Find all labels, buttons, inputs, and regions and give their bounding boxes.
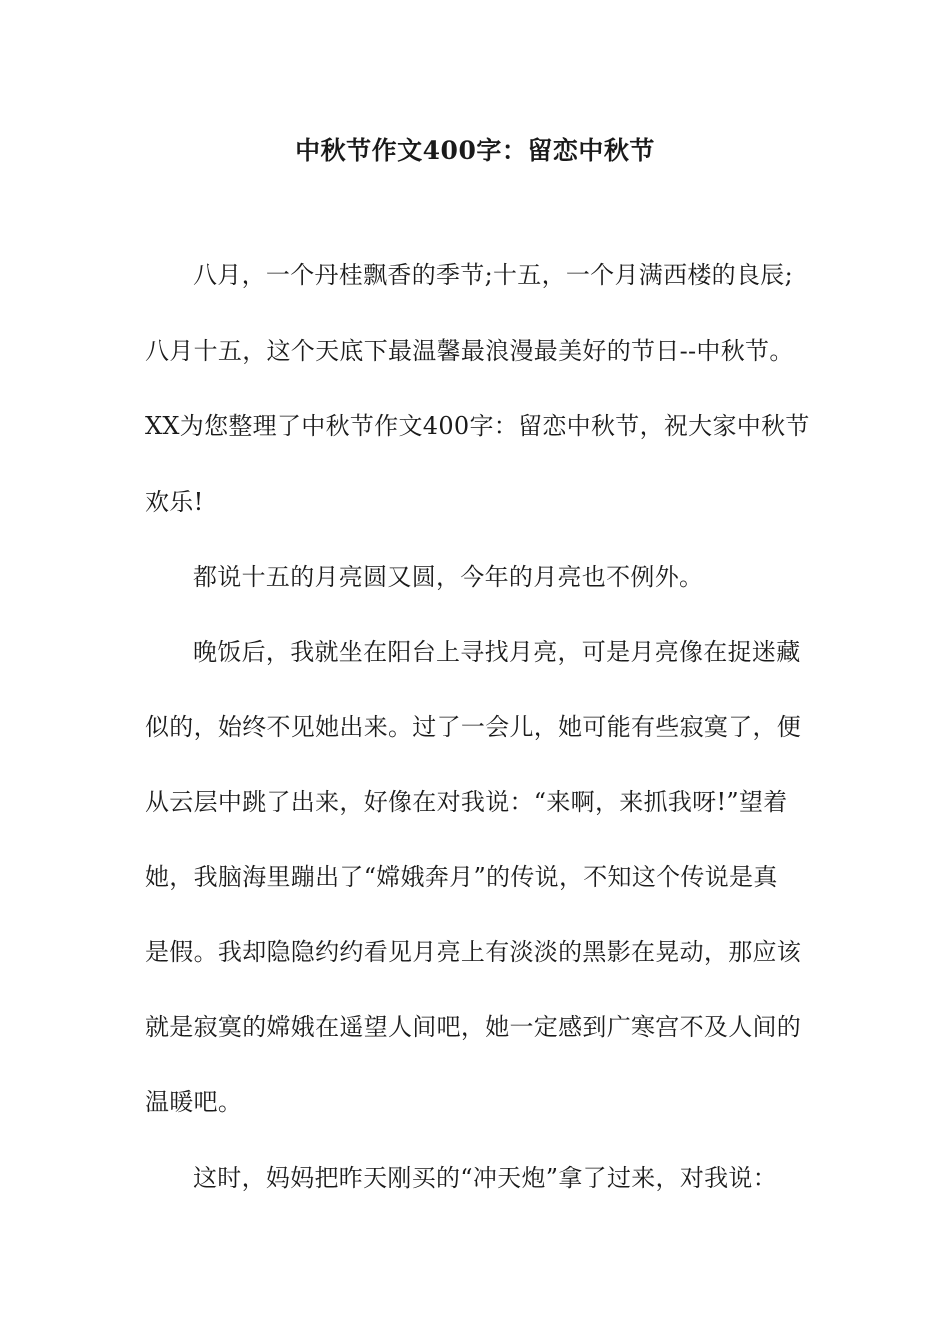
paragraph-line: 欢乐!	[145, 488, 204, 516]
paragraph-line: 晚饭后，我就坐在阳台上寻找月亮，可是月亮像在捉迷藏	[193, 638, 801, 666]
paragraph-line: 八月，一个丹桂飘香的季节;十五，一个月满西楼的良辰;	[193, 261, 793, 289]
paragraph-line: 就是寂寞的嫦娥在遥望人间吧，她一定感到广寒宫不及人间的	[145, 1013, 802, 1041]
paragraph-line: 这时，妈妈把昨天刚买的“冲天炮”拿了过来，对我说：	[193, 1164, 778, 1192]
paragraph-line: 似的，始终不见她出来。过了一会儿，她可能有些寂寞了，便	[145, 713, 802, 741]
paragraph-line: 都说十五的月亮圆又圆，今年的月亮也不例外。	[193, 563, 704, 591]
paragraph-line: XX为您整理了中秋节作文400字：留恋中秋节，祝大家中秋节	[145, 412, 810, 440]
paragraph-line: 从云层中跳了出来，好像在对我说：“来啊，来抓我呀!”望着	[145, 788, 788, 816]
paragraph-line: 她，我脑海里蹦出了“嫦娥奔月”的传说，不知这个传说是真	[145, 863, 778, 891]
document-title: 中秋节作文400字：留恋中秋节	[295, 136, 655, 165]
paragraph-line: 是假。我却隐隐约约看见月亮上有淡淡的黑影在晃动，那应该	[145, 938, 802, 966]
paragraph-line: 温暖吧。	[145, 1088, 243, 1116]
paragraph-line: 八月十五，这个天底下最温馨最浪漫最美好的节日--中秋节。	[145, 337, 794, 365]
